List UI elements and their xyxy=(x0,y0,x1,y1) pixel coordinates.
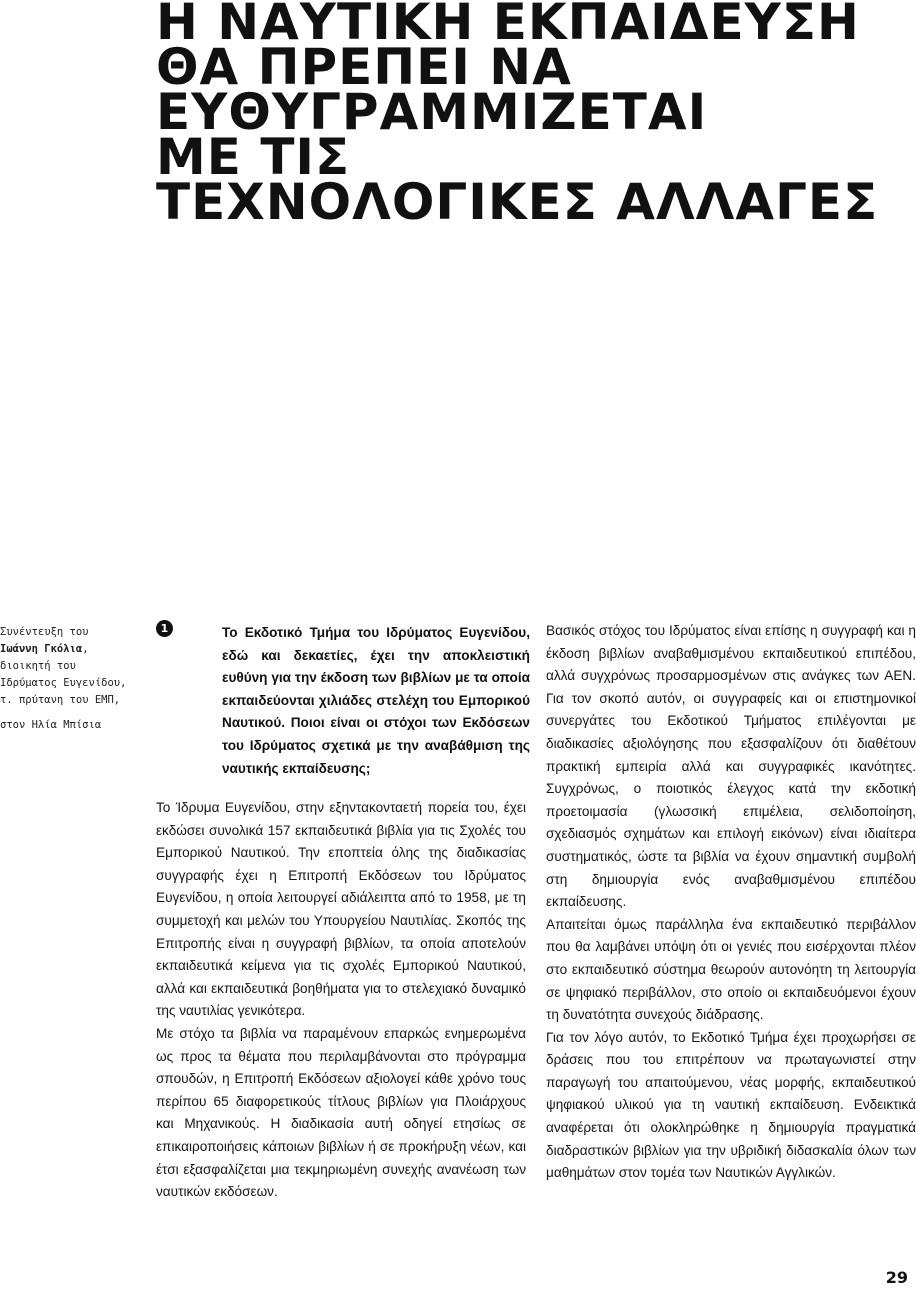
title-line: ΜΕ ΤΙΣ xyxy=(156,128,351,186)
page-number: 29 xyxy=(885,1268,908,1287)
interview-question: Το Εκδοτικό Τμήμα του Ιδρύματος Ευγενίδου, εδώ και δεκαετίες, έχει την αποκλειστική ευθύνη για την έκδοση των βιβλίων με τα οποία εκπαιδεύονται χιλιάδες στελέχη του Εμπορικού Ναυτικού. Ποιοι είναι οι στόχοι των Εκδόσεων του Ιδρύματος σχετικά με την αναβάθμιση της ναυτικής εκπαίδευσης; xyxy=(222,625,530,776)
interviewee-name-suffix: , xyxy=(82,643,89,655)
title-line: ΕΥΘΥΓΡΑΜΜΙΖΕΤΑΙ xyxy=(156,83,708,141)
credit-role: διοικητή του xyxy=(0,660,76,672)
interview-credits xyxy=(0,624,150,734)
answer-left-column xyxy=(156,797,526,1204)
interviewee-name: Ιωάννη Γκόλια xyxy=(0,643,83,655)
credit-interviewer: στον Ηλία Μπίσια xyxy=(0,719,102,731)
title-line: ΤΕΧΝΟΛΟΓΙΚΕΣ ΑΛΛΑΓΕΣ xyxy=(156,173,879,231)
answer-paragraph: Για τον λόγο αυτόν, το Εκδοτικό Τμήμα έχει προχωρήσει σε δράσεις που του επιτρέπουν να πρωταγωνιστεί στην παραγωγή του απαιτούμενου, νέας μορφής, εκπαιδευτικού ψηφιακού υλικού για τη ναυτική εκπαίδευση. Ενδεικτικά αναφέρεται ότι ολοκληρώθηκε η δημιουργία πραγματικά διαδραστικών βιβλίων για την υβριδική διδασκαλία όλων των μαθημάτων στον τομέα των Ναυτικών Αγγλικών. xyxy=(546,1029,916,1181)
answer-right-column xyxy=(546,620,916,1185)
title-line: Η ΝΑΥΤΙΚΗ ΕΚΠΑΙΔΕΥΣΗ xyxy=(156,0,860,51)
question-number-badge: 1 xyxy=(156,620,173,637)
answer-paragraph: Με στόχο τα βιβλία να παραμένουν επαρκώς ενημερωμένα ως προς τα θέματα που περιλαμβάνονται στο πρόγραμμα σπουδών, η Επιτροπή Εκδόσεων αξιολογεί κάθε χρόνο τους περίπου 65 διαφορετικούς τίτλους βιβλίων για Πλοιάρχους και Μηχανικούς. Η διαδικασία αυτή οδηγεί ετησίως σε επικαιροποιήσεις κάποιων βιβλίων ή σε προκήρυξη νέων, και έτσι εξασφαλίζεται μια τεκμηριωμένη συνεχής ανανέωση των ναυτικών εκδόσεων. xyxy=(156,1025,526,1200)
title-line: ΘΑ ΠΡΕΠΕΙ ΝΑ xyxy=(156,38,572,96)
credit-role: Ιδρύματος Ευγενίδου, xyxy=(0,677,127,689)
answer-paragraph: Το Ίδρυμα Ευγενίδου, στην εξηντακονταετή πορεία του, έχει εκδώσει συνολικά 157 εκπαιδευτικά βιβλία για τις Σχολές του Εμπορικού Ναυτικού. Την εποπτεία όλης της διαδικασίας συγγραφής έχει η Επιτροπή Εκδόσεων του Ιδρύματος Ευγενίδου, η οποία λειτουργεί αδιάλειπτα από το 1958, με τη συμμετοχή και μελών του Υπουργείου Ναυτιλίας. Σκοπός της Επιτροπής είναι η συγγραφή βιβλίων, τα οποία αποτελούν εκπαιδευτικά κείμενα για τις σχολές Εμπορικού Ναυτικού, αλλά και εκπαιδευτικά βοηθήματα για το στελεχιακό δυναμικό της ναυτιλίας γενικότερα. xyxy=(156,800,526,1019)
answer-paragraph: Απαιτείται όμως παράλληλα ένα εκπαιδευτικό περιβάλλον που θα λαμβάνει υπόψη ότι οι γενιές που εισέρχονται πλέον στο εκπαιδευτικό σύστημα θεωρούν αυτονόητη τη λειτουργία σε ψηφιακό περιβάλλον, στο οποίο οι εκπαιδευόμενοι έχουν τη δυνατότητα συνεχούς διάδρασης. xyxy=(546,916,916,1023)
article-title xyxy=(156,0,906,231)
answer-paragraph: Βασικός στόχος του Ιδρύματος είναι επίσης η συγγραφή και η έκδοση βιβλίων αναβαθμισμένου εκπαιδευτικού επιπέδου, αλλά συγχρόνως προσαρμοσμένων στις ανάγκες των ΑΕΝ. Για τον σκοπό αυτόν, οι συγγραφείς και οι επιστημονικοί συνεργάτες του Εκδοτικού Τμήματος επιλέγονται με διαδικασίες αξιολόγησης που εξασφαλίζουν ότι διαθέτουν πρακτική εμπειρία αλλά και συγγραφικές ικανότητες. Συγχρόνως, ο ποιοτικός έλεγχος κατά την εκδοτική προετοιμασία (γλωσσική επιμέλεια, σελιδοποίηση, σχεδιασμός σχημάτων και επιλογή εικόνων) είναι ιδιαίτερα συστηματικός, ώστε τα βιβλία να έχουν σημαντική συμβολή στη δημιουργία ενός αναβαθμισμένου επιπέδου εκπαίδευσης. xyxy=(546,623,916,910)
credit-role: τ. πρύτανη του ΕΜΠ, xyxy=(0,694,121,706)
credit-intro: Συνέντευξη του xyxy=(0,626,89,638)
credit-interviewee xyxy=(0,641,150,658)
